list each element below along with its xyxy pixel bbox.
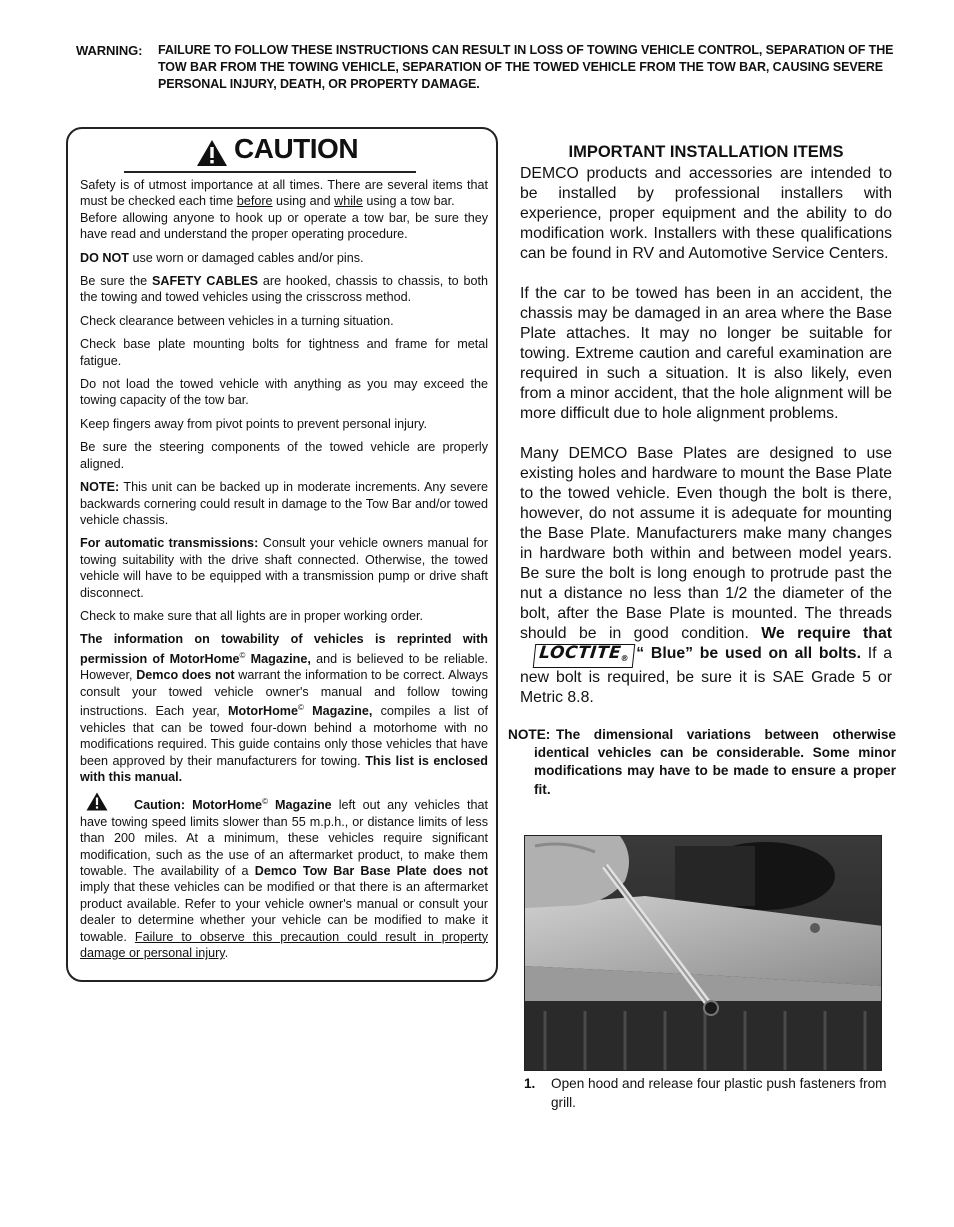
warning-text: FAILURE TO FOLLOW THESE INSTRUCTIONS CAN RESULT IN LOSS OF TOWING VEHICLE CONTROL, SEPARATION OF THE TOW BAR FROM THE TOWING VEHICLE, SEPARATION OF THE TOWED VEHICLE FROM THE TOW BAR, CAUSING SEVERE PERSONAL INJURY, DEATH, OR PROPERTY DAMAGE. [158,43,894,91]
installation-section [520,143,892,728]
text-run: warrant the information to be correct. Always consult your towed vehicle owner's manual and follow towing instructions. Each year, [80,668,488,719]
text-run: and is believed to be reliable. However, [80,651,488,683]
text-run: Safety is of utmost importance at all times. There are several items that must be checked each time [80,178,488,209]
bold-text: The information on towability of vehicles is reprinted with permission of MotorHome [80,632,488,666]
caution-title: CAUTION [234,133,359,164]
caution-body [80,177,488,968]
warning-triangle-icon [86,792,108,811]
text-run: imply that these vehicles can be modified or that there is an aftermarket product available. Refer to your vehicle owner's manual or consult your dealer to determine whether your vehicle can be modified to make it towable. [80,880,488,944]
text-run: Many DEMCO Base Plates are designed to use existing holes and hardware to mount the Base Plate to the towed vehicle. Even though the bolt is there, however, do not assume it is adequate for mounting the Base Plate. Manufacturers make many changes in hardware both within and between model years. Be sure the bolt is long enough to protrude past the nut a distance no less than 1/2 the diameter of the bolt, after the Base Plate is mounted. The threads should be in good condition. [520,445,892,642]
bold-text: This list is enclosed with this manual. [80,753,488,784]
step-caption [524,1074,892,1112]
underlined-text: Failure to observe this precaution could result in property damage or personal injury [80,929,488,961]
note-paragraph [80,479,488,528]
clearance-paragraph: Check clearance between vehicles in a turning situation. [80,313,394,328]
copyright-mark: © [262,797,268,807]
installation-paragraph-2: If the car to be towed has been in an accident, the chassis may be damaged in an area where the Base Plate attaches. It may no longer be suitable for towing. Extreme caution and careful examination are required in such a situation. It is also likely, even from a minor accident, that the hole alignment will be more difficult due to hole alignment problems. [520,285,892,422]
donot-paragraph [80,250,488,266]
bold-text: For automatic transmissions: [80,536,259,551]
note-label: NOTE: [508,727,551,742]
dimensional-note [508,726,896,799]
installation-heading: IMPORTANT INSTALLATION ITEMS [568,143,844,161]
installation-paragraph-1: DEMCO products and accessories are intended to be installed by professional installers with experience, proper equipment and the ability to do modification work. Installers with these qualifications can be found in RV and Automotive Service Centers. [520,165,892,262]
load-paragraph: Do not load the towed vehicle with anything as you may exceed the towing capacity of the tow bar. [80,377,488,408]
bold-text: NOTE: [80,480,120,495]
underlined-text: while [334,194,363,209]
warning-notice [76,42,896,93]
text-run: using and [272,194,335,209]
text-run: If a new bolt is required, be sure it is SAE Grade 5 or Metric 8.8. [520,645,893,706]
bold-text: Caution: MotorHome [134,798,263,813]
bold-text: Magazine [267,798,332,813]
copyright-mark: © [297,703,304,713]
text-run: using a tow bar. [362,194,455,209]
engine-bay-illustration [525,836,882,1071]
bold-text: DO NOT [80,250,129,265]
bolts-paragraph: Check base plate mounting bolts for tightness and frame for metal fatigue. [80,337,488,368]
registered-mark: ® [620,654,630,663]
note-text: The dimensional variations between otherwise identical vehicles can be considerable. Some minor modifications may have to be made to ensure a proper fit. [534,727,896,797]
text-run: Be sure the [80,274,152,289]
underlined-text: before [236,194,273,209]
text-run: left out any vehicles that have towing speed limits slower than 55 m.p.h., or distance limits of less than 200 miles. At a minimum, these vehicles require significant modification, such as the use of an aftermarket product, to make them towable. The availability of a [80,798,488,878]
bold-text: Demco Tow Bar Base Plate does not [254,864,489,878]
text-run: use worn or damaged cables and/or pins. [128,250,364,265]
cables-paragraph [80,273,488,306]
copyright-mark: © [239,650,246,660]
installation-photo [524,835,882,1071]
bold-text: SAFETY CABLES [151,274,259,289]
text-run: compiles a list of vehicles that can be towed four-down behind a motorhome with no modifications required. This guide contains only those vehicles that have been approved by their manufacturers for towing. [80,704,489,768]
step-text: Open hood and release four plastic push fasteners from grill. [551,1076,887,1110]
bold-text: Magazine, [303,704,373,719]
text-run: . [224,946,229,961]
loctite-wordmark: LOCTITE [538,643,623,663]
text-run: are hooked, chassis to chassis, to both the towing and towed vehicles using the crisscross method. [80,274,488,305]
caution-box [66,127,498,982]
installation-paragraph-3 [520,444,892,708]
allow-paragraph: Before allowing anyone to hook up or operate a tow bar, be sure they have read and understand the proper operating procedure. [80,210,488,242]
steering-paragraph: Be sure the steering components of the towed vehicle are properly aligned. [80,440,488,471]
bold-text: Demco does not [136,668,235,683]
motorhome-caution-paragraph [80,792,488,961]
safety-paragraph [80,177,488,210]
text-run: Consult your vehicle owners manual for towing suitability with the drive shaft connected. Otherwise, the towed vehicle will have to be equipped with a transmission pump or drive shaft disconnect. [80,536,488,600]
caution-header [124,131,416,173]
automatic-paragraph [80,535,488,601]
warning-triangle-icon [196,139,228,167]
lights-paragraph: Check to make sure that all lights are in proper working order. [80,608,423,623]
bold-text: MotorHome [228,704,298,719]
bold-text: We require that [761,625,892,642]
step-number: 1. [524,1076,536,1091]
fingers-paragraph: Keep fingers away from pivot points to prevent personal injury. [80,416,427,431]
towability-paragraph [80,631,488,785]
installation-body [520,164,892,708]
bold-text: Magazine, [245,651,311,666]
bold-text: “ Blue” be used on all bolts. [636,645,861,662]
warning-label: WARNING: [76,43,143,58]
text-run: This unit can be backed up in moderate increments. Any severe backwards cornering could result in damage to the Tow Bar and/or towed vehicle chassis. [80,480,488,527]
loctite-logo [533,644,636,668]
